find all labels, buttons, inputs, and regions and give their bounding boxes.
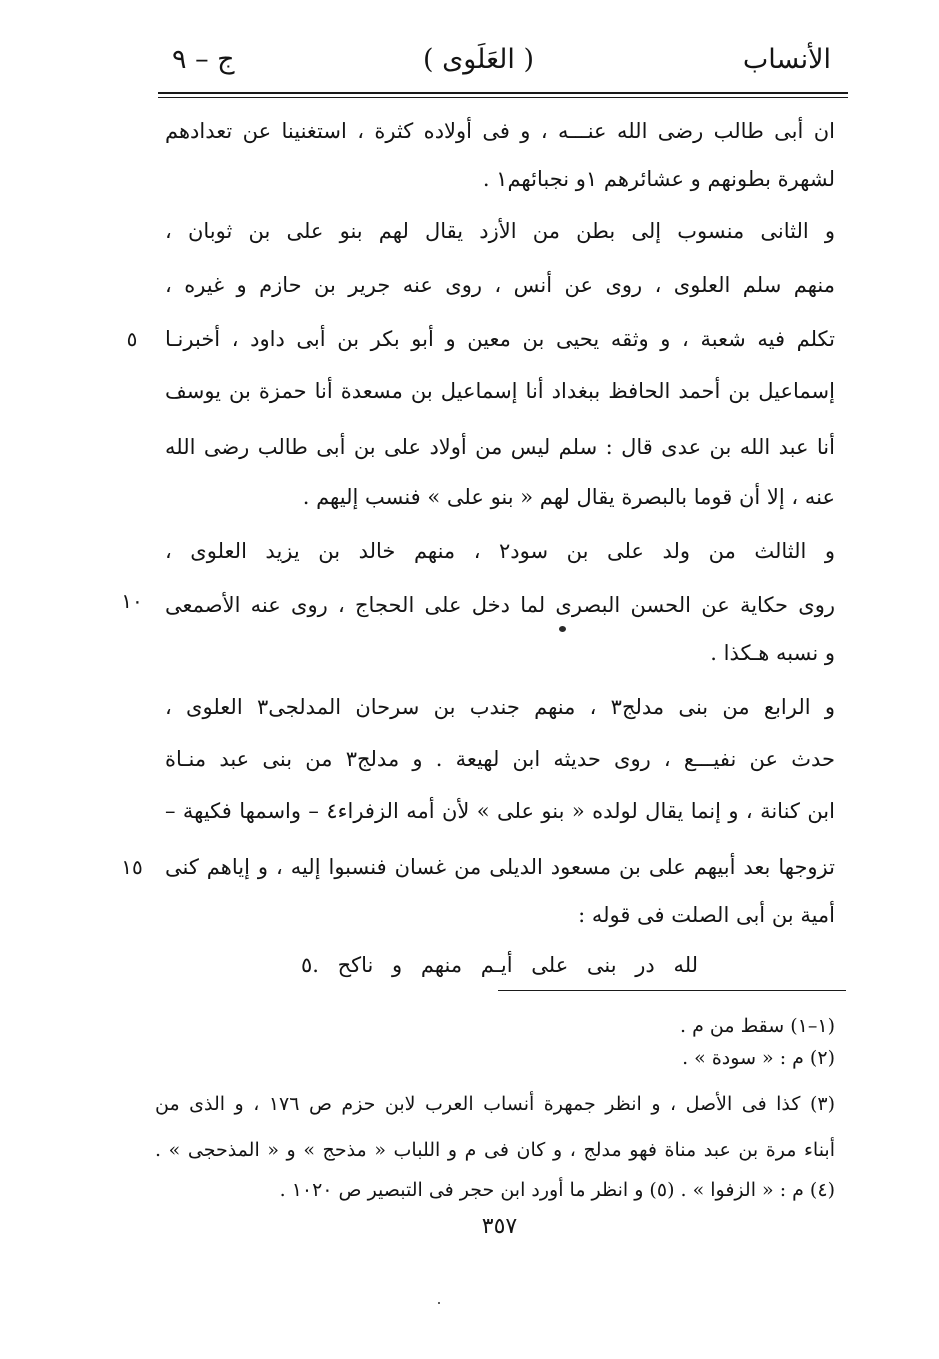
body-line: إسماعيل بن أحمد الحافظ ببغداد أنا إسماعيل بن مسعدة أنا حمزة بن يوسف xyxy=(165,379,835,403)
header-volume-label: ج – ٩ xyxy=(172,44,235,75)
footnote: (٢) م : « سودة » . xyxy=(682,1047,835,1069)
footnote: (٤) م : « الزفوا » . (٥) و انظر ما أورد ابن حجر فى التبصير ص ١٠٢٠ . xyxy=(279,1179,835,1201)
body-line: ابن كنانة ، و إنما يقال لولده « بنو على » لأن أمه الزفراء٤ – واسمها فكيهة – xyxy=(165,799,835,823)
body-line: و الرابع من بنى مدلج٣ ، منهم جندب بن سرحان المدلجى٣ العلوى ، xyxy=(165,695,835,719)
header-rule xyxy=(158,92,848,94)
footnote: (٣) كذا فى الأصل ، و انظر جمهرة أنساب العرب لابن حزم ص ١٧٦ ، و الذى من xyxy=(155,1093,835,1115)
verse-line: لله در بنى على أيـم منهم و ناكح .٥ xyxy=(300,953,699,977)
body-line: عنه ، إلا أن قوما بالبصرة يقال لهم « بنو على » فنسب إليهم . xyxy=(302,485,835,509)
body-line: و نسبه هـكذا . xyxy=(710,641,835,665)
body-line: أمية بن أبى الصلت فى قوله : xyxy=(578,903,835,927)
ink-speck xyxy=(559,626,566,632)
body-line: حدث عن نفيـــع ، روى حديثه ابن لهيعة . و مدلج٣ من بنى عبد منـاة xyxy=(165,747,835,771)
margin-line-number: ١٠ xyxy=(121,589,143,613)
header-rule-thin xyxy=(158,97,848,98)
margin-line-number: ٥ xyxy=(126,327,138,351)
margin-line-number: ١٥ xyxy=(121,855,143,879)
body-line: و الثانى منسوب إلى بطن من الأزد يقال لهم بنو على بن ثوبان ، xyxy=(165,219,835,243)
ink-speck xyxy=(438,1302,440,1304)
body-line: تكلم فيه شعبة ، و وثقه يحيى بن معين و أبو بكر بن أبى داود ، أخبرنـا xyxy=(165,327,835,351)
body-line: لشهرة بطونهم و عشائرهم ١و نجبائهم١ . xyxy=(482,167,835,191)
footnote: (١–١) سقط من م . xyxy=(680,1015,835,1037)
body-line: و الثالث من ولد على بن سود٢ ، منهم خالد بن يزيد العلوى ، xyxy=(165,539,835,563)
body-line: أنا عبد الله بن عدى قال : سلم ليس من أولاد على بن أبى طالب رضى الله xyxy=(165,435,835,459)
body-line: روى حكاية عن الحسن البصرى لما دخل على الحجاج ، روى عنه الأصمعى xyxy=(165,593,835,617)
body-line: تزوجها بعد أبيهم على بن مسعود الديلى من غسان فنسبوا إليه ، و إياهم كنى xyxy=(165,855,835,879)
footnote-rule xyxy=(498,990,846,991)
page-number: ٣٥٧ xyxy=(481,1214,518,1239)
body-line: منهم سلم العلوى ، روى عن أنس ، روى عنه جرير بن حازم و غيره ، xyxy=(165,273,835,297)
footnote: أبناء مرة بن عبد مناة فهو مدلج ، و كان فى م و اللباب « مذحج » و « المذحجى » . xyxy=(155,1139,835,1161)
header-book-title: الأنساب xyxy=(742,44,831,75)
header-section-title: ( العَلَوى ) xyxy=(422,44,534,75)
body-line: ان أبى طالب رضى الله عنـــه ، و فى أولاده كثرة ، استغنينا عن تعدادهم xyxy=(165,119,835,143)
